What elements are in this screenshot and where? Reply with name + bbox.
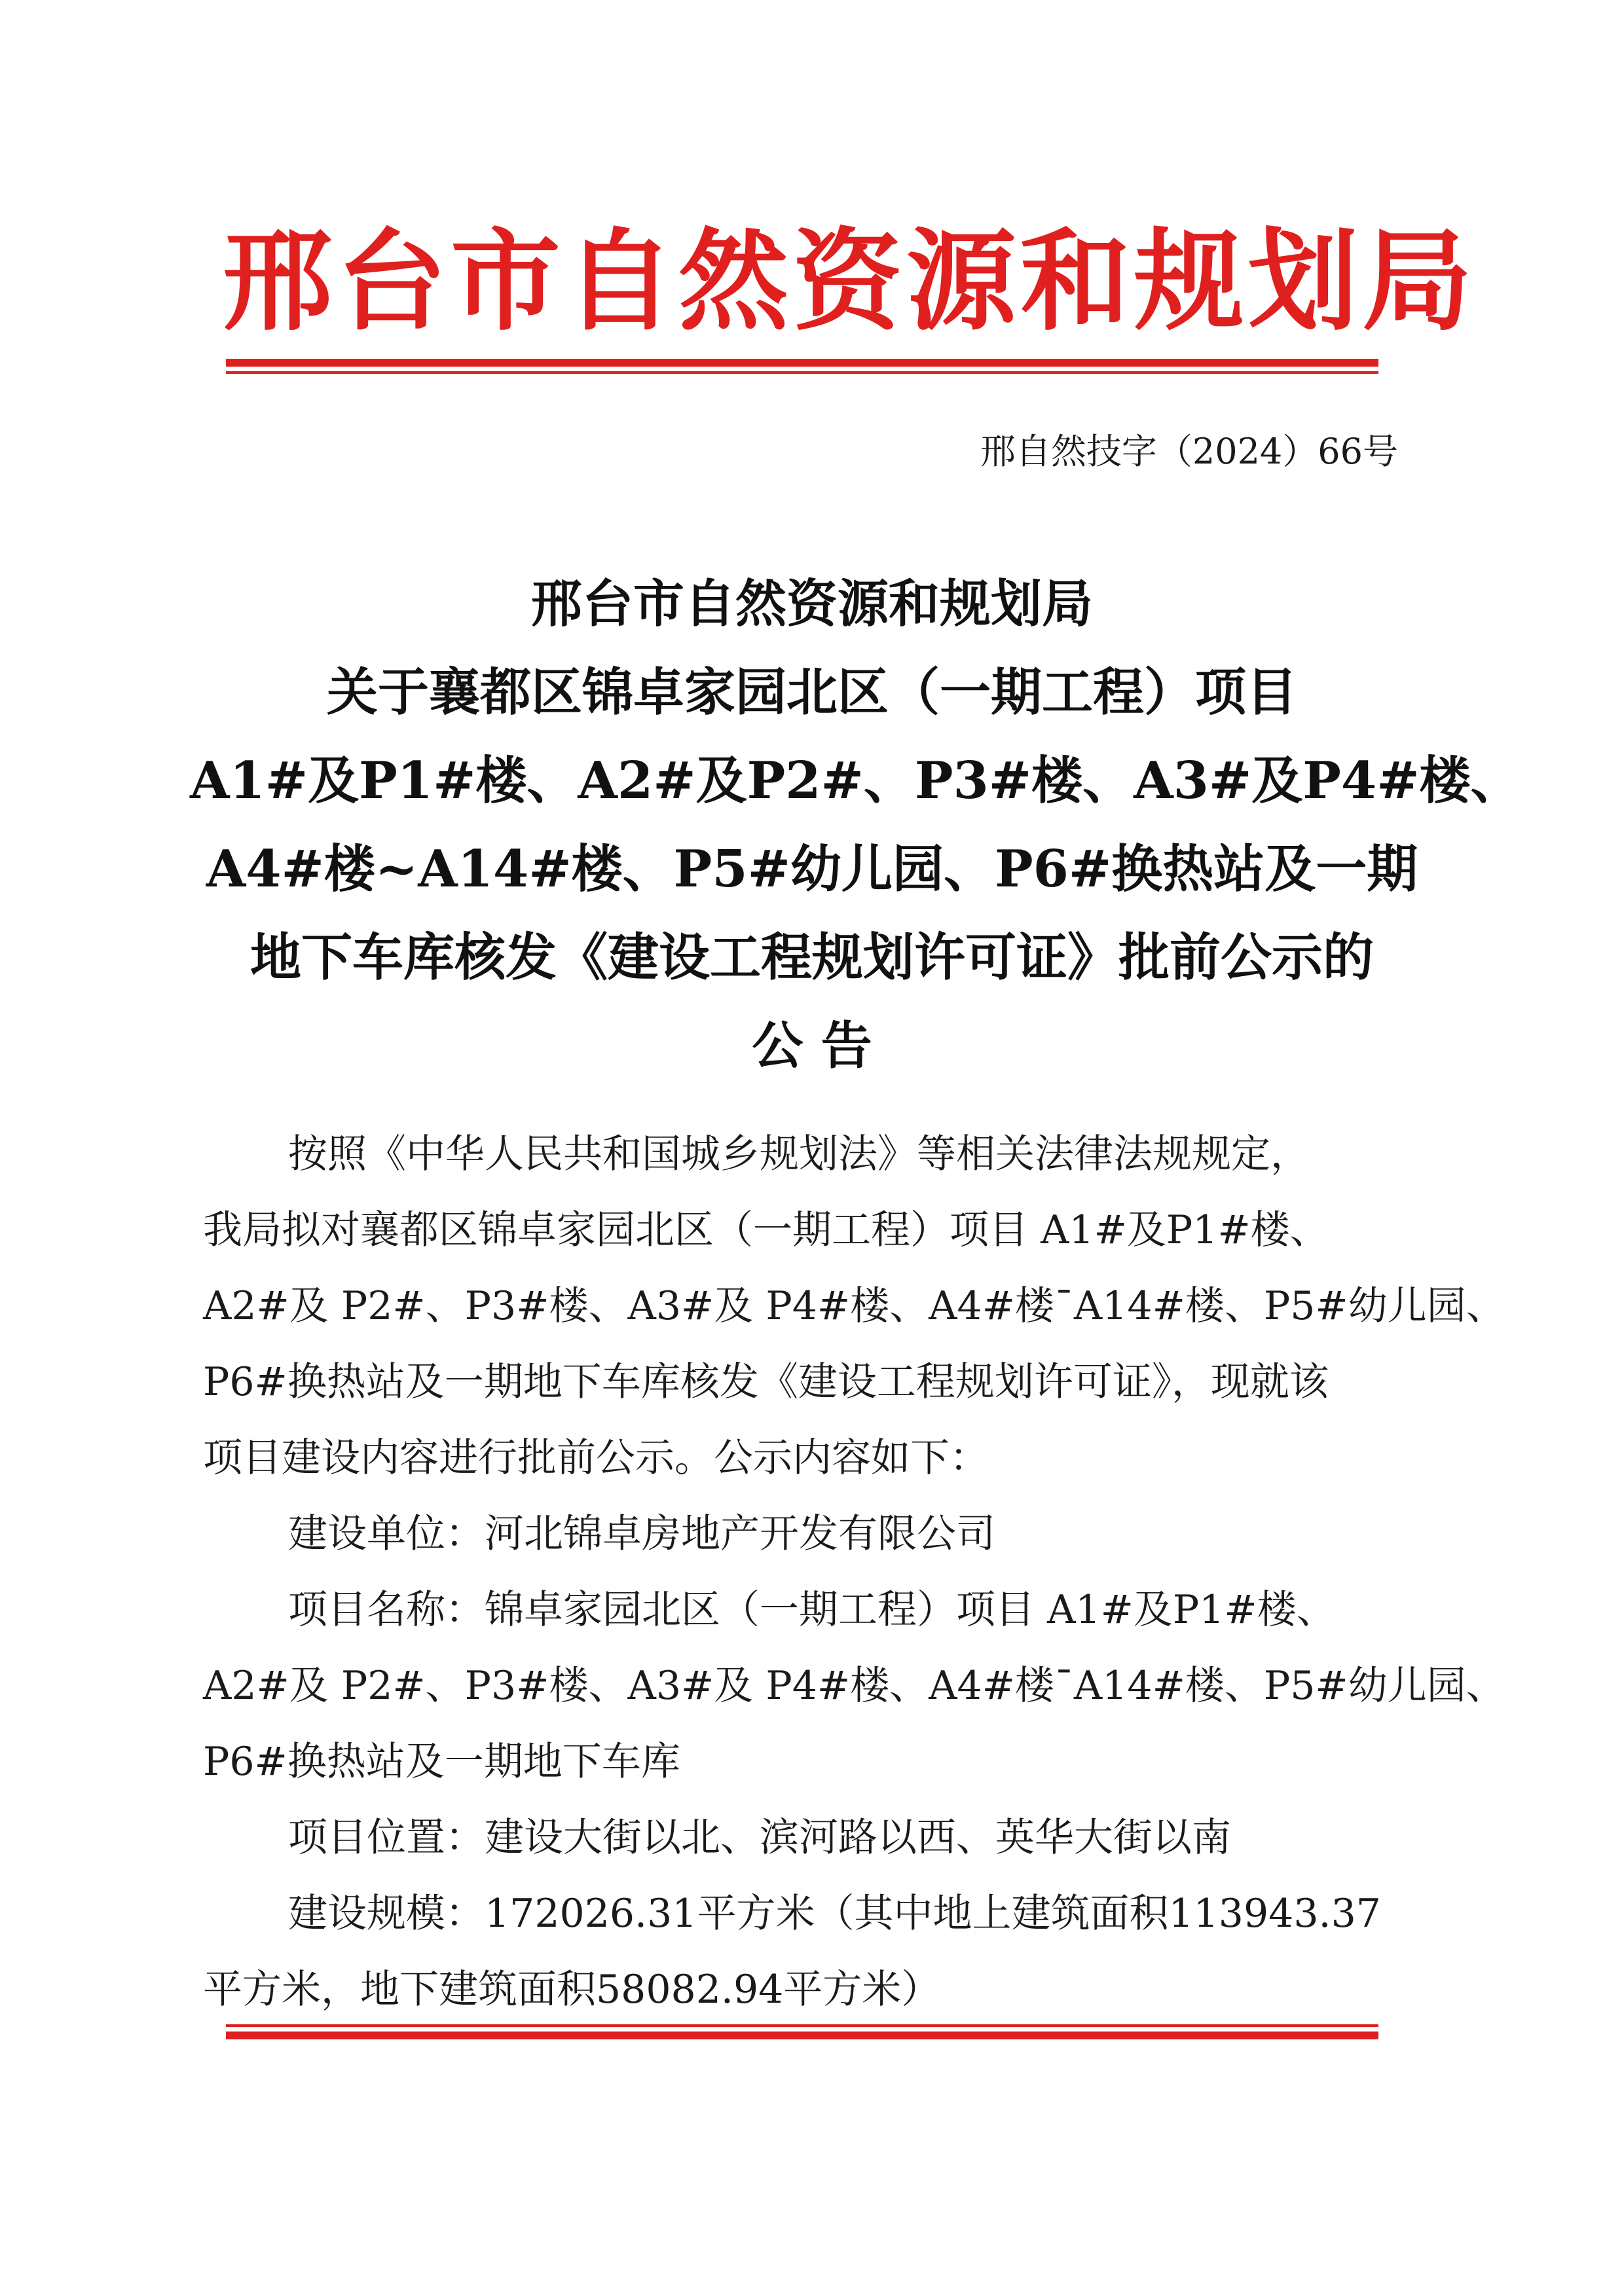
title-line-announcement: 公 告 (752, 1016, 872, 1076)
body-line: 项目建设内容进行批前公示。公示内容如下： (203, 1435, 989, 1481)
body-line: A2#及 P2#、P3#楼、A3#及 P4#楼、A4#楼¯A14#楼、P5#幼儿园、 (203, 1283, 1505, 1329)
construction-unit: 建设单位：河北锦卓房地产开发有限公司 (288, 1511, 995, 1557)
masthead-divider (226, 359, 1378, 374)
body-line: P6#换热站及一期地下车库核发《建设工程规划许可证》，现就该 (203, 1359, 1329, 1405)
masthead-title: 邢台市自然资源和规划局 (223, 217, 1476, 346)
body-line: 平方米，地下建筑面积58082.94平方米） (203, 1967, 941, 2013)
body-line: P6#换热站及一期地下车库 (203, 1739, 680, 1785)
title-line: 地下车库核发《建设工程规划许可证》批前公示的 (249, 928, 1374, 987)
footer-divider (226, 2024, 1378, 2039)
project-name: 项目名称：锦卓家园北区（一期工程）项目 A1#及P1#楼、 (288, 1587, 1336, 1633)
body-line: 我局拟对襄都区锦卓家园北区（一期工程）项目 A1#及P1#楼、 (203, 1207, 1329, 1253)
construction-scale: 建设规模：172026.31平方米（其中地上建筑面积113943.37 (288, 1891, 1381, 1937)
title-line: 关于襄都区锦卓家园北区（一期工程）项目 (326, 663, 1297, 722)
title-line: A1#及P1#楼、A2#及P2#、P3#楼、A3#及P4#楼、 (190, 751, 1522, 811)
body-line: 按照《中华人民共和国城乡规划法》等相关法律法规规定， (288, 1131, 1310, 1177)
title-line: A4#楼~A14#楼、P5#幼儿园、P6#换热站及一期 (206, 839, 1418, 899)
body-line: A2#及 P2#、P3#楼、A3#及 P4#楼、A4#楼¯A14#楼、P5#幼儿园、 (203, 1663, 1505, 1709)
title-line: 邢台市自然资源和规划局 (530, 574, 1093, 634)
notice-body (203, 1116, 1505, 2028)
document-number: 邢自然技字（2024）66号 (980, 431, 1398, 472)
project-location: 项目位置：建设大街以北、滨河路以西、英华大街以南 (288, 1815, 1231, 1861)
notice-title (190, 560, 1522, 1090)
